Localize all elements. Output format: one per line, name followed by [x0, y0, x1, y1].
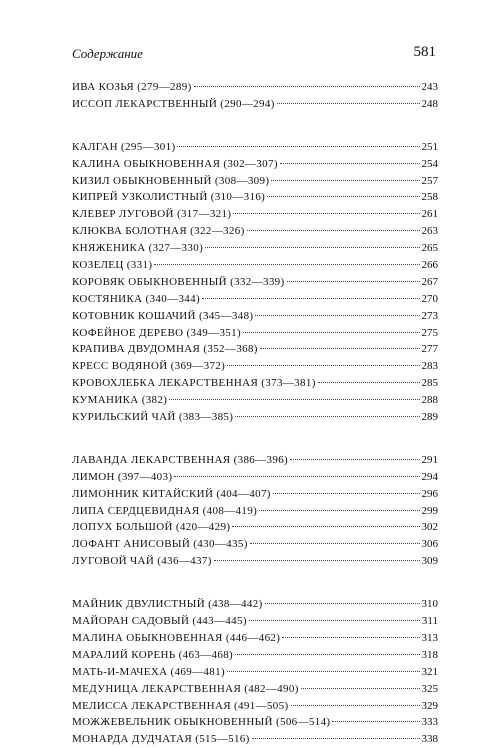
entry-page-number: 309 — [421, 555, 438, 568]
dot-leader — [267, 196, 419, 197]
toc-entry — [72, 189, 438, 206]
dot-leader — [205, 247, 419, 248]
entry-page-number: 306 — [421, 538, 438, 551]
toc-entry — [72, 469, 438, 486]
toc-entry — [72, 274, 438, 291]
toc-entry — [72, 79, 438, 96]
dot-leader — [287, 281, 420, 282]
toc-entry — [72, 392, 438, 409]
toc-entry — [72, 139, 438, 156]
entry-title: КУРИЛЬСКИЙ ЧАЙ (383—385) — [72, 411, 234, 424]
entry-page-number: 283 — [421, 360, 438, 373]
toc-entry — [72, 503, 438, 520]
dot-leader — [332, 721, 419, 722]
entry-title: МЕДУНИЦА ЛЕКАРСТВЕННАЯ (482—490) — [72, 682, 299, 695]
entry-title: КОТОВНИК КОШАЧИЙ (345—348) — [72, 309, 254, 322]
toc-entry — [72, 409, 438, 426]
entry-title: ЛОПУХ БОЛЬШОЙ (420—429) — [72, 521, 231, 534]
entry-title: КЛЮКВА БОЛОТНАЯ (322—326) — [72, 225, 245, 238]
entry-title: МАЙНИК ДВУЛИСТНЫЙ (438—442) — [72, 598, 263, 611]
toc-entry — [72, 613, 438, 630]
toc-entry — [72, 630, 438, 647]
toc-entry — [72, 486, 438, 503]
entry-page-number: 313 — [421, 631, 438, 644]
toc-entry — [72, 553, 438, 570]
dot-leader — [194, 86, 420, 87]
entry-title: КОСТЯНИКА (340—344) — [72, 292, 201, 305]
dot-leader — [318, 382, 420, 383]
entry-page-number: 251 — [421, 140, 438, 153]
dot-leader — [235, 654, 419, 655]
entry-title: КОРОВЯК ОБЫКНОВЕННЫЙ (332—339) — [72, 275, 285, 288]
toc-entry — [72, 325, 438, 342]
entry-title: МЕЛИССА ЛЕКАРСТВЕННАЯ (491—505) — [72, 699, 289, 712]
entry-page-number: 288 — [421, 394, 438, 407]
page-number: 581 — [413, 44, 436, 60]
toc-entry — [72, 647, 438, 664]
dot-leader — [273, 493, 420, 494]
entry-title: КИЗИЛ ОБЫКНОВЕННЫЙ (308—309) — [72, 174, 270, 187]
toc-entry — [72, 731, 438, 748]
toc-group — [72, 452, 438, 570]
entry-title: КРАПИВА ДВУДОМНАЯ (352—368) — [72, 343, 258, 356]
dot-leader — [177, 146, 419, 147]
dot-leader — [290, 459, 419, 460]
toc-group — [72, 596, 438, 748]
dot-leader — [154, 264, 419, 265]
entry-title: ЛОФАНТ АНИСОВЫЙ (430—435) — [72, 538, 248, 551]
entry-page-number: 310 — [421, 598, 438, 611]
entry-title: МАРАЛИЙ КОРЕНЬ (463—468) — [72, 648, 234, 661]
entry-title: КОФЕЙНОЕ ДЕРЕВО (349—351) — [72, 326, 242, 339]
entry-page-number: 270 — [421, 292, 438, 305]
entry-page-number: 291 — [421, 453, 438, 466]
entry-page-number: 273 — [421, 309, 438, 322]
toc-entry — [72, 240, 438, 257]
entry-title: ЛАВАНДА ЛЕКАРСТВЕННАЯ (386—396) — [72, 453, 289, 466]
entry-page-number: 254 — [421, 157, 438, 170]
entry-page-number: 267 — [421, 275, 438, 288]
toc-entry — [72, 681, 438, 698]
toc-entry — [72, 291, 438, 308]
entry-title: КНЯЖЕНИКА (327—330) — [72, 242, 204, 255]
dot-leader — [243, 332, 419, 333]
toc-entry — [72, 257, 438, 274]
dot-leader — [227, 671, 420, 672]
entry-page-number: 338 — [421, 733, 438, 746]
entry-page-number: 257 — [421, 174, 438, 187]
dot-leader — [259, 510, 419, 511]
entry-title: МАЙОРАН САДОВЫЙ (443—445) — [72, 615, 247, 628]
dot-leader — [277, 103, 420, 104]
dot-leader — [169, 399, 419, 400]
entry-title: КАЛИНА ОБЫКНОВЕННАЯ (302—307) — [72, 157, 278, 170]
dot-leader — [214, 560, 420, 561]
entry-title: КЛЕВЕР ЛУГОВОЙ (317—321) — [72, 208, 232, 221]
dot-leader — [247, 230, 420, 231]
toc-entry — [72, 358, 438, 375]
entry-page-number: 275 — [421, 326, 438, 339]
dot-leader — [260, 348, 420, 349]
entry-title: ЛИПА СЕРДЦЕВИДНАЯ (408—419) — [72, 504, 258, 517]
entry-title: КОЗЕЛЕЦ (331) — [72, 259, 153, 272]
toc-entry — [72, 173, 438, 190]
toc-group — [72, 139, 438, 426]
entry-page-number: 261 — [421, 208, 438, 221]
entry-title: МАЛИНА ОБЫКНОВЕННАЯ (446—462) — [72, 631, 281, 644]
dot-leader — [232, 526, 419, 527]
entry-page-number: 289 — [421, 411, 438, 424]
toc-entry — [72, 714, 438, 731]
dot-leader — [233, 213, 419, 214]
entry-title: КРОВОХЛЕБКА ЛЕКАРСТВЕННАЯ (373—381) — [72, 377, 316, 390]
entry-title: ИССОП ЛЕКАРСТВЕННЫЙ (290—294) — [72, 97, 275, 110]
dot-leader — [202, 298, 419, 299]
toc-entry — [72, 698, 438, 715]
dot-leader — [265, 603, 420, 604]
dot-leader — [235, 416, 419, 417]
toc-entry — [72, 96, 438, 113]
toc-group — [72, 79, 438, 113]
page-header — [72, 46, 436, 66]
entry-page-number: 248 — [421, 97, 438, 110]
entry-page-number: 329 — [421, 699, 438, 712]
dot-leader — [282, 637, 419, 638]
toc-entry — [72, 536, 438, 553]
toc-entry — [72, 206, 438, 223]
entry-title: ЛИМОН (397—403) — [72, 470, 173, 483]
dot-leader — [301, 688, 420, 689]
toc-entry — [72, 156, 438, 173]
entry-page-number: 265 — [421, 242, 438, 255]
dot-leader — [249, 620, 420, 621]
entry-page-number: 299 — [421, 504, 438, 517]
entry-page-number: 277 — [421, 343, 438, 356]
entry-page-number: 333 — [421, 716, 438, 729]
toc-entry — [72, 341, 438, 358]
entry-page-number: 294 — [421, 470, 438, 483]
entry-title: КИПРЕЙ УЗКОЛИСТНЫЙ (310—316) — [72, 191, 266, 204]
entry-title: ЛУГОВОЙ ЧАЙ (436—437) — [72, 555, 212, 568]
table-of-contents — [72, 79, 438, 748]
toc-entry — [72, 519, 438, 536]
entry-page-number: 318 — [421, 648, 438, 661]
entry-title: МОЖЖЕВЕЛЬНИК ОБЫКНОВЕННЫЙ (506—514) — [72, 716, 331, 729]
toc-entry — [72, 452, 438, 469]
dot-leader — [252, 738, 420, 739]
toc-entry — [72, 308, 438, 325]
entry-title: ИВА КОЗЬЯ (279—289) — [72, 81, 192, 93]
entry-page-number: 311 — [421, 615, 438, 628]
entry-page-number: 243 — [421, 81, 438, 93]
toc-entry — [72, 596, 438, 613]
entry-title: МАТЬ-И-МАЧЕХА (469—481) — [72, 665, 225, 678]
dot-leader — [280, 163, 420, 164]
entry-title: ЛИМОННИК КИТАЙСКИЙ (404—407) — [72, 487, 271, 500]
dot-leader — [255, 315, 419, 316]
dot-leader — [227, 365, 419, 366]
entry-page-number: 302 — [421, 521, 438, 534]
section-title: Содержание — [72, 46, 143, 61]
entry-page-number: 263 — [421, 225, 438, 238]
dot-leader — [271, 180, 419, 181]
dot-leader — [174, 476, 419, 477]
toc-entry — [72, 375, 438, 392]
entry-title: МОНАРДА ДУДЧАТАЯ (515—516) — [72, 733, 250, 746]
entry-page-number: 285 — [421, 377, 438, 390]
entry-title: КУМАНИКА (382) — [72, 394, 168, 407]
entry-page-number: 266 — [421, 259, 438, 272]
entry-title: КАЛГАН (295—301) — [72, 140, 176, 153]
toc-entry — [72, 223, 438, 240]
entry-title: КРЕСС ВОДЯНОЙ (369—372) — [72, 360, 226, 373]
dot-leader — [291, 705, 420, 706]
entry-page-number: 296 — [421, 487, 438, 500]
entry-page-number: 321 — [421, 665, 438, 678]
dot-leader — [250, 543, 420, 544]
entry-page-number: 325 — [421, 682, 438, 695]
toc-entry — [72, 664, 438, 681]
entry-page-number: 258 — [421, 191, 438, 204]
